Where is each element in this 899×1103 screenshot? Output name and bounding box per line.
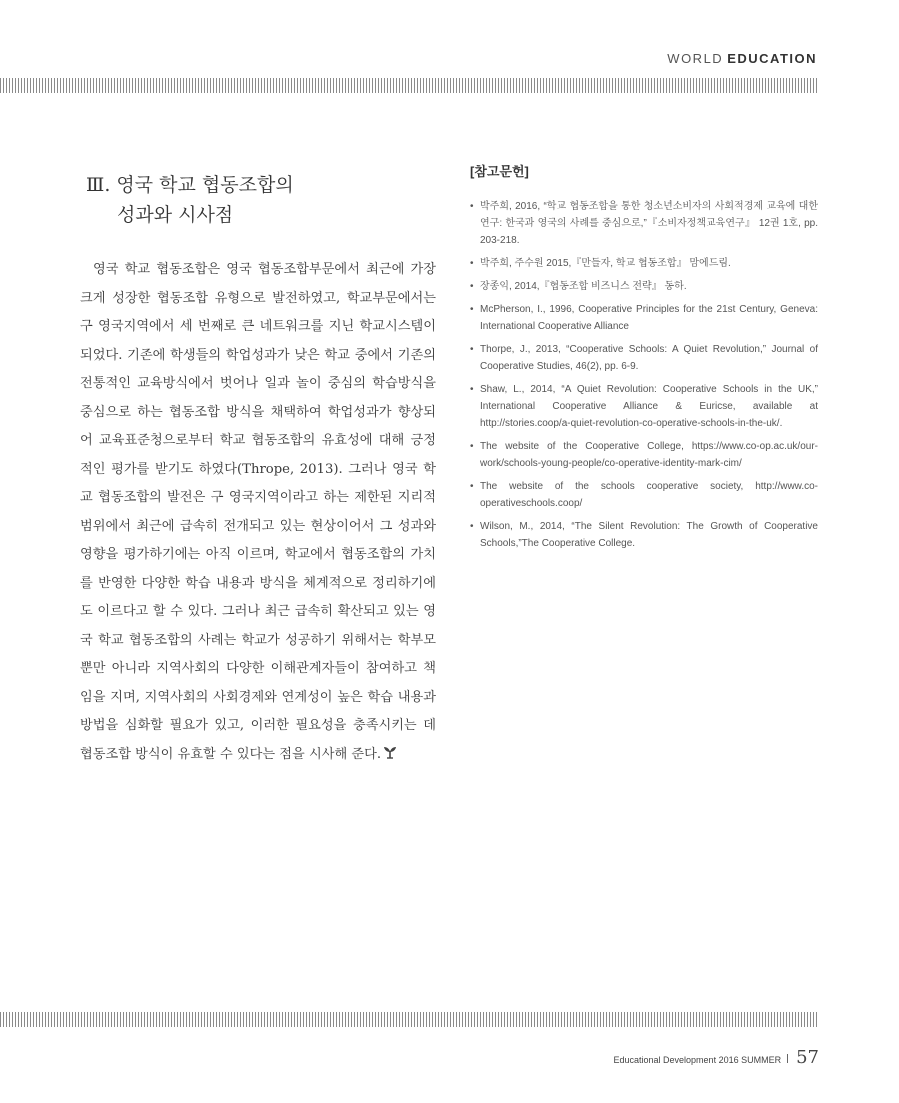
running-header: [667, 51, 817, 66]
footer-stripe: [0, 1012, 818, 1027]
leaf-sprout-icon: [383, 746, 397, 759]
bullet-icon: •: [470, 441, 474, 452]
section-title-line2: 성과와 시사점: [117, 204, 234, 226]
section-heading: [86, 170, 426, 230]
references-list: [470, 198, 818, 552]
bullet-icon: •: [470, 258, 474, 269]
bullet-icon: •: [470, 281, 474, 292]
footer-journal-name: Educational Development 2016 SUMMER: [613, 1055, 782, 1065]
bullet-icon: •: [470, 344, 474, 355]
reference-item: • 박주희, 주수원 2015,『만들자, 학교 협동조합』 맘에드림.: [470, 255, 818, 272]
page-footer: [614, 1047, 820, 1068]
bullet-icon: •: [470, 304, 474, 315]
section-title-line1: 영국 학교 협동조합의: [116, 174, 294, 196]
header-brand-bold: EDUCATION: [727, 51, 817, 66]
body-paragraph-text: 영국 학교 협동조합은 영국 협동조합부문에서 최근에 가장 크게 성장한 협동조합 유형으로 발전하였고, 학교부문에서는 구 영국지역에서 세 번째로 큰 네트워크를 지닌 학교시스템이 되었다. 기존에 학생들의 학업성과가 낮은 학교 중에서 기존의 전통적인 교육방식에서 벗어나 일과 놀이 중심의 학습방식을 중심으로 하는 협동조합 방식을 채택하여 학업성과가 향상되어 교육표준청으로부터 학교 협동조합의 유효성에 대해 긍정적인 평가를 받기도 하였다(Thrope, 2013). 그러나 영국 학교 협동조합의 발전은 구 영국지역이라고 하는 제한된 지리적 범위에서 최근에 급속히 전개되고 있는 현상이어서 그 성과와 영향을 평가하기에는 아직 이르며, 학교에서 협동조합의 가치를 반영한 다양한 학습 내용과 방식을 체계적으로 정리하기에도 이르다고 할 수 있다. 그러나 최근 급속히 확산되고 있는 영국 학교 협동조합의 사례는 학교가 성공하기 위해서는 학부모뿐만 아니라 지역사회의 다양한 이해관계자들이 참여하고 책임을 지며, 지역사회의 사회경제와 연계성이 높은 학습 내용과 방법을 심화할 필요가 있고, 이러한 필요성을 충족시키는 데 협동조합 방식이 유효할 수 있다는 점을 시사해 준다.: [80, 262, 436, 762]
reference-item: • 박주희, 2016, “학교 협동조합을 통한 청소년소비자의 사회적경제 교육에 대한 연구: 한국과 영국의 사례를 중심으로,”『소비자정책교육연구』 12권 1호, pp. 203-218.: [470, 198, 818, 249]
reference-item: • Thorpe, J., 2013, “Cooperative Schools: A Quiet Revolution,” Journal of Cooperative Studies, 46(2), pp. 6-9.: [470, 341, 818, 375]
header-stripe: [0, 78, 818, 93]
bullet-icon: •: [470, 481, 474, 492]
header-brand-light: WORLD: [667, 51, 724, 66]
bullet-icon: •: [470, 521, 474, 532]
reference-item: • The website of the Cooperative College, https://www.co-op.ac.uk/our-work/schools-young-people/co-operative-identity-mark-cim/: [470, 438, 818, 472]
reference-item: • The website of the schools cooperative society, http://www.co-operativeschools.coop/: [470, 478, 818, 512]
section-numeral: Ⅲ.: [86, 174, 111, 196]
bullet-icon: •: [470, 384, 474, 395]
reference-item: • Wilson, M., 2014, “The Silent Revolution: The Growth of Cooperative Schools,”The Cooperative College.: [470, 518, 818, 552]
references-section: [470, 161, 818, 558]
bullet-icon: •: [470, 201, 474, 212]
references-title: [참고문헌]: [470, 164, 529, 179]
body-paragraph: [80, 256, 436, 769]
footer-divider: [787, 1054, 788, 1063]
reference-item: • McPherson, I., 1996, Cooperative Principles for the 21st Century, Geneva: International Cooperative Alliance: [470, 301, 818, 335]
reference-item: • 장종익, 2014,『협동조합 비즈니스 전략』 동하.: [470, 278, 818, 295]
reference-item: • Shaw, L., 2014, “A Quiet Revolution: Cooperative Schools in the UK,” International Cooperative Alliance & Euricse, available at http://stories.coop/a-quiet-revolution-co-operative-schools-in-the-uk/.: [470, 381, 818, 432]
page-number: 57: [796, 1047, 819, 1068]
